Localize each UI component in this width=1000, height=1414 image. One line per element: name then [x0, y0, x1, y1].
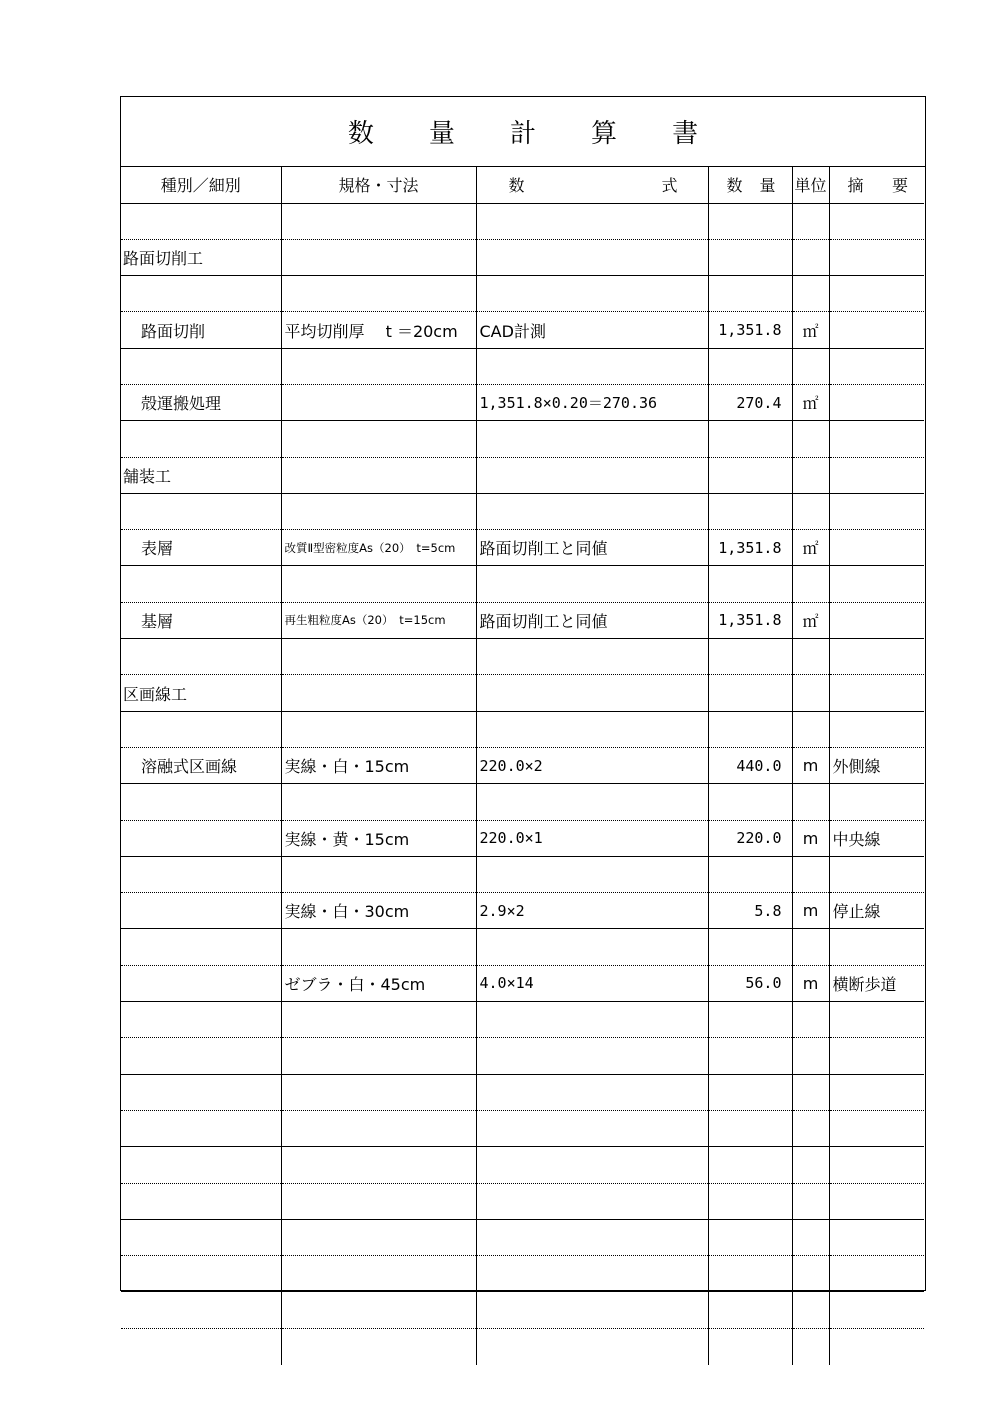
cell-qty: [708, 239, 792, 275]
cell-unit: [792, 711, 829, 747]
cell-note: [829, 639, 924, 675]
cell-note: [829, 1074, 924, 1110]
table-row: [121, 203, 924, 239]
cell-note: [829, 1256, 924, 1292]
cell-unit: [792, 1292, 829, 1328]
table-row: [121, 784, 924, 820]
cell-formula: [476, 1110, 708, 1146]
cell-unit: m: [792, 893, 829, 929]
table-row: [121, 384, 924, 420]
cell-note: [829, 929, 924, 965]
cell-unit: [792, 929, 829, 965]
cell-unit: ㎡: [792, 530, 829, 566]
title-row: [121, 97, 925, 167]
cell-formula: 1,351.8×0.20＝270.36: [476, 384, 708, 420]
cell-note: [829, 602, 924, 638]
cell-qty: 56.0: [708, 965, 792, 1001]
cell-spec: [281, 1038, 476, 1074]
cell-spec: [281, 929, 476, 965]
cell-spec: [281, 566, 476, 602]
cell-type: 表層: [121, 530, 281, 566]
cell-spec: [281, 457, 476, 493]
cell-note: [829, 675, 924, 711]
cell-qty: [708, 1219, 792, 1255]
cell-note: [829, 384, 924, 420]
cell-unit: m: [792, 747, 829, 783]
cell-note: [829, 711, 924, 747]
cell-type: [121, 348, 281, 384]
cell-formula: [476, 1147, 708, 1183]
cell-note: [829, 1147, 924, 1183]
cell-spec: [281, 421, 476, 457]
cell-formula: [476, 421, 708, 457]
cell-note: [829, 856, 924, 892]
cell-unit: [792, 348, 829, 384]
cell-type: [121, 1147, 281, 1183]
cell-type: [121, 784, 281, 820]
cell-unit: [792, 203, 829, 239]
cell-formula: [476, 929, 708, 965]
cell-type: [121, 421, 281, 457]
cell-type: [121, 1328, 281, 1364]
table-row: [121, 457, 924, 493]
cell-type: [121, 203, 281, 239]
cell-qty: [708, 1256, 792, 1292]
cell-spec: [281, 1219, 476, 1255]
cell-unit: [792, 276, 829, 312]
cell-spec: [281, 711, 476, 747]
cell-qty: [708, 675, 792, 711]
cell-formula: [476, 348, 708, 384]
cell-unit: [792, 566, 829, 602]
table-row: [121, 493, 924, 529]
table-row: [121, 1256, 924, 1292]
cell-type: 溶融式区画線: [121, 747, 281, 783]
cell-note: 停止線: [829, 893, 924, 929]
cell-unit: [792, 1110, 829, 1146]
cell-spec: 実線・黄・15cm: [281, 820, 476, 856]
cell-qty: [708, 639, 792, 675]
cell-unit: ㎡: [792, 312, 829, 348]
cell-spec: [281, 1256, 476, 1292]
table-row: [121, 1328, 924, 1364]
cell-unit: ㎡: [792, 384, 829, 420]
cell-spec: 平均切削厚 t ＝20cm: [281, 312, 476, 348]
cell-spec: [281, 1328, 476, 1364]
cell-spec: [281, 384, 476, 420]
cell-type: [121, 1183, 281, 1219]
cell-type: [121, 1002, 281, 1038]
cell-type: [121, 929, 281, 965]
header-note: [829, 167, 924, 203]
header-formula-a: 数: [508, 176, 525, 196]
cell-spec: [281, 1074, 476, 1110]
cell-note: [829, 276, 924, 312]
cell-qty: 440.0: [708, 747, 792, 783]
table-row: [121, 276, 924, 312]
cell-note: [829, 1002, 924, 1038]
cell-unit: [792, 675, 829, 711]
table-row: [121, 639, 924, 675]
cell-spec: [281, 1147, 476, 1183]
table-row: [121, 566, 924, 602]
cell-formula: [476, 784, 708, 820]
cell-qty: [708, 421, 792, 457]
cell-note: [829, 348, 924, 384]
cell-note: [829, 239, 924, 275]
header-qty: [708, 167, 792, 203]
table-body: [121, 203, 924, 1365]
cell-type: [121, 639, 281, 675]
cell-unit: [792, 239, 829, 275]
cell-qty: [708, 711, 792, 747]
table-row: [121, 747, 924, 783]
table-row: [121, 1292, 924, 1328]
header-qty-b: 量: [759, 176, 776, 196]
cell-type: [121, 1038, 281, 1074]
cell-spec: ゼブラ・白・45cm: [281, 965, 476, 1001]
cell-spec: [281, 856, 476, 892]
cell-spec: [281, 639, 476, 675]
cell-formula: 路面切削工と同値: [476, 602, 708, 638]
cell-unit: [792, 457, 829, 493]
cell-qty: [708, 1038, 792, 1074]
cell-spec: [281, 203, 476, 239]
cell-qty: [708, 856, 792, 892]
cell-unit: [792, 1038, 829, 1074]
table-row: [121, 239, 924, 275]
cell-type: [121, 493, 281, 529]
cell-spec: [281, 1183, 476, 1219]
table-row: [121, 348, 924, 384]
cell-note: [829, 203, 924, 239]
table-row: [121, 1147, 924, 1183]
cell-formula: [476, 1328, 708, 1364]
cell-spec: [281, 784, 476, 820]
cell-unit: [792, 1328, 829, 1364]
table-row: [121, 711, 924, 747]
table-row: [121, 965, 924, 1001]
cell-qty: [708, 1110, 792, 1146]
table-row: [121, 1038, 924, 1074]
cell-note: 中央線: [829, 820, 924, 856]
cell-type: 殻運搬処理: [121, 384, 281, 420]
cell-formula: [476, 203, 708, 239]
table-row: [121, 675, 924, 711]
cell-note: [829, 1219, 924, 1255]
cell-qty: 1,351.8: [708, 602, 792, 638]
cell-unit: [792, 1219, 829, 1255]
cell-type: [121, 1256, 281, 1292]
cell-note: [829, 1183, 924, 1219]
cell-qty: [708, 1292, 792, 1328]
cell-formula: [476, 1038, 708, 1074]
cell-unit: ㎡: [792, 602, 829, 638]
cell-formula: [476, 1292, 708, 1328]
cell-formula: [476, 493, 708, 529]
table-row: [121, 1219, 924, 1255]
table-row: [121, 1110, 924, 1146]
cell-note: [829, 493, 924, 529]
cell-spec: [281, 348, 476, 384]
cell-note: [829, 530, 924, 566]
cell-type: 区画線工: [121, 675, 281, 711]
cell-unit: [792, 1147, 829, 1183]
cell-qty: 5.8: [708, 893, 792, 929]
cell-formula: [476, 1183, 708, 1219]
table-row: [121, 421, 924, 457]
cell-spec: [281, 1110, 476, 1146]
cell-unit: [792, 639, 829, 675]
cell-formula: [476, 1074, 708, 1110]
table-row: [121, 929, 924, 965]
cell-formula: CAD計測: [476, 312, 708, 348]
cell-formula: [476, 1256, 708, 1292]
cell-type: [121, 1110, 281, 1146]
cell-unit: [792, 1183, 829, 1219]
cell-formula: 220.0×2: [476, 747, 708, 783]
cell-formula: [476, 1219, 708, 1255]
cell-type: [121, 1292, 281, 1328]
cell-type: [121, 820, 281, 856]
cell-spec: [281, 493, 476, 529]
cell-qty: [708, 1074, 792, 1110]
cell-spec: 実線・白・30cm: [281, 893, 476, 929]
table-row: [121, 530, 924, 566]
cell-spec: 改質Ⅱ型密粒度As（20） t=5cm: [281, 530, 476, 566]
cell-formula: [476, 711, 708, 747]
cell-qty: [708, 929, 792, 965]
table-row: [121, 312, 924, 348]
cell-note: [829, 457, 924, 493]
cell-unit: [792, 493, 829, 529]
cell-spec: [281, 239, 476, 275]
cell-spec: 再生粗粒度As（20） t=15cm: [281, 602, 476, 638]
table-row: [121, 1002, 924, 1038]
header-note-a: 摘: [847, 176, 864, 196]
table-row: [121, 856, 924, 892]
cell-unit: [792, 856, 829, 892]
header-formula: [476, 167, 708, 203]
cell-qty: 220.0: [708, 820, 792, 856]
cell-qty: 1,351.8: [708, 312, 792, 348]
table-row: [121, 602, 924, 638]
cell-formula: [476, 239, 708, 275]
table-row: [121, 893, 924, 929]
cell-qty: 270.4: [708, 384, 792, 420]
cell-qty: [708, 457, 792, 493]
cell-note: [829, 1328, 924, 1364]
header-spec: 規格・寸法: [281, 167, 476, 203]
cell-formula: 4.0×14: [476, 965, 708, 1001]
cell-note: 横断歩道: [829, 965, 924, 1001]
cell-type: [121, 893, 281, 929]
cell-formula: [476, 276, 708, 312]
cell-qty: [708, 1183, 792, 1219]
cell-formula: [476, 566, 708, 602]
cell-note: [829, 1110, 924, 1146]
cell-unit: [792, 1002, 829, 1038]
quantity-table: [121, 167, 924, 1365]
cell-note: [829, 1038, 924, 1074]
cell-note: 外側線: [829, 747, 924, 783]
cell-unit: m: [792, 965, 829, 1001]
cell-qty: [708, 566, 792, 602]
cell-qty: [708, 348, 792, 384]
cell-qty: [708, 1147, 792, 1183]
cell-type: [121, 1074, 281, 1110]
cell-type: 路面切削: [121, 312, 281, 348]
cell-qty: [708, 1328, 792, 1364]
cell-unit: [792, 1074, 829, 1110]
cell-spec: 実線・白・15cm: [281, 747, 476, 783]
cell-type: [121, 1219, 281, 1255]
cell-note: [829, 566, 924, 602]
cell-type: 基層: [121, 602, 281, 638]
cell-type: [121, 965, 281, 1001]
cell-type: 舗装工: [121, 457, 281, 493]
header-row: [121, 167, 924, 203]
cell-formula: [476, 856, 708, 892]
cell-unit: m: [792, 820, 829, 856]
header-qty-a: 数: [726, 176, 743, 196]
cell-formula: 220.0×1: [476, 820, 708, 856]
cell-formula: 2.9×2: [476, 893, 708, 929]
table-row: [121, 1074, 924, 1110]
cell-formula: [476, 675, 708, 711]
cell-type: [121, 276, 281, 312]
cell-formula: 路面切削工と同値: [476, 530, 708, 566]
cell-spec: [281, 276, 476, 312]
cell-qty: [708, 203, 792, 239]
cell-spec: [281, 675, 476, 711]
table-row: [121, 820, 924, 856]
header-note-b: 要: [891, 176, 908, 196]
cell-type: [121, 711, 281, 747]
cell-note: [829, 1292, 924, 1328]
cell-unit: [792, 1256, 829, 1292]
header-formula-b: 式: [661, 176, 678, 196]
cell-unit: [792, 421, 829, 457]
cell-spec: [281, 1002, 476, 1038]
cell-formula: [476, 457, 708, 493]
cell-note: [829, 312, 924, 348]
cell-qty: [708, 1002, 792, 1038]
quantity-calculation-sheet: [120, 96, 926, 1291]
cell-formula: [476, 639, 708, 675]
cell-type: [121, 566, 281, 602]
cell-type: 路面切削工: [121, 239, 281, 275]
cell-note: [829, 421, 924, 457]
cell-qty: [708, 493, 792, 529]
cell-unit: [792, 784, 829, 820]
table-row: [121, 1183, 924, 1219]
cell-qty: [708, 784, 792, 820]
cell-spec: [281, 1292, 476, 1328]
header-type: 種別／細別: [121, 167, 281, 203]
cell-note: [829, 784, 924, 820]
document-title: 数 量 計 算 書: [347, 119, 722, 149]
cell-qty: [708, 276, 792, 312]
cell-qty: 1,351.8: [708, 530, 792, 566]
header-unit: 単位: [792, 167, 829, 203]
cell-formula: [476, 1002, 708, 1038]
cell-type: [121, 856, 281, 892]
